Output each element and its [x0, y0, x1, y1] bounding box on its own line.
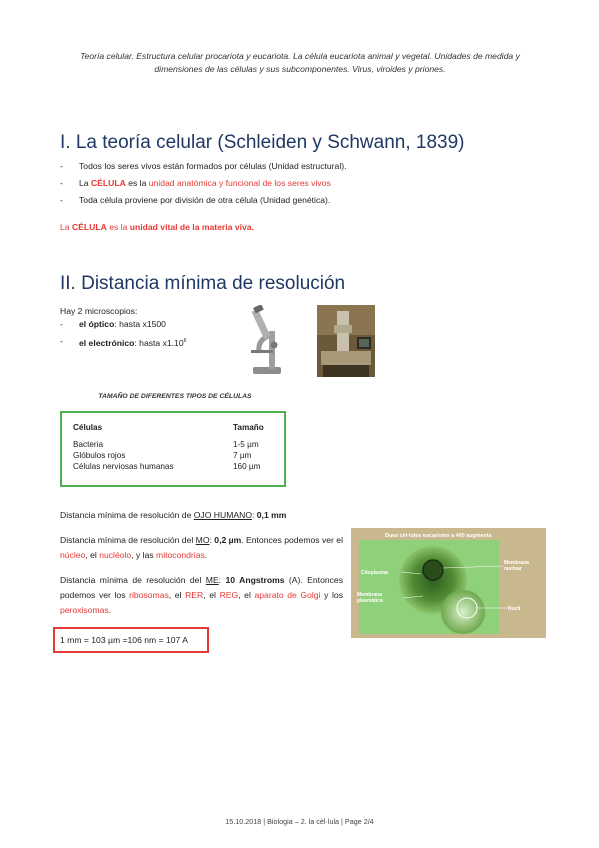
- table-cell: Glóbulos rojos: [73, 451, 126, 460]
- highlight-text: unidad anatómica y funcional de los seres vivos: [148, 178, 331, 188]
- unit-equivalence-box: 1 mm = 103 µm =106 nm = 107 A: [53, 627, 209, 653]
- table-row: [73, 451, 273, 462]
- cell-size-table: [73, 423, 273, 473]
- page-footer: 15.10.2018 | Biologia – 2. la cèl·lula | Page 2/4: [225, 817, 374, 826]
- list-item-text: el óptico: hasta x1500: [79, 319, 166, 329]
- list-item: [60, 333, 186, 352]
- table-row: [73, 440, 273, 451]
- list-item-text: Todos los seres vivos están formados por células (Unidad estructural).: [79, 161, 347, 171]
- highlight-celula: CÉLULA: [90, 178, 126, 188]
- cell-micrograph-image: [351, 528, 546, 638]
- microscope-list: [60, 316, 186, 352]
- human-eye-resolution: Distancia mínima de resolución de OJO HUMANO: 0,1 mm: [60, 510, 287, 520]
- column-header-cells: Células: [73, 423, 103, 432]
- electron-microscope-resolution: Distancia mínima de resolución del ME: 10 Angstroms (A). Entonces podemos ver los ribosomas, el RER, el REG, el aparato de Golgi y los peroxisomas.: [60, 575, 344, 615]
- page-header: Teoría celular. Estructura celular procariota y eucariota. La célula eucariota animal y vegetal. Unidades de medida y dimensiones de las células y sus subcomponentes. Virus, viroides y priones.: [80, 51, 520, 74]
- list-item-text: La CÉLULA es la unidad anatómica y funcional de los seres vivos: [79, 178, 331, 188]
- bullet-dash: -: [60, 178, 63, 188]
- list-item: [60, 158, 346, 175]
- bullet-dash: -: [60, 319, 63, 329]
- list-item: [60, 192, 346, 209]
- optical-microscope-image: [245, 305, 287, 377]
- list-item: [60, 175, 346, 192]
- micrograph-title: Dues cèl·lules eucariotes a 400 augments: [385, 533, 492, 539]
- list-item: [60, 316, 186, 333]
- cell-theory-list: [60, 158, 346, 209]
- bullet-dash: -: [60, 195, 63, 205]
- list-item-text: Toda célula proviene por división de otra célula (Unidad genética).: [79, 195, 331, 205]
- table-cell: 1-5 µm: [233, 440, 259, 449]
- table-header-row: [73, 423, 273, 440]
- vital-unit-statement: La CÉLULA es la unidad vital de la materia viva.: [60, 222, 254, 232]
- bullet-dash: -: [60, 336, 63, 346]
- label-membrana-plasmatica: Membrana plasmàtica: [357, 592, 383, 604]
- cell-size-table-box: [60, 411, 286, 487]
- section-title-cell-theory: I. La teoría celular (Schleiden y Schwann, 1839): [60, 132, 465, 153]
- label-membrana-nuclear: Membrana nuclear: [504, 560, 530, 572]
- column-header-size: Tamaño: [233, 423, 264, 432]
- optical-microscope-resolution: Distancia mínima de resolución del MO: 0,2 µm. Entonces podemos ver el núcleo, el nucléolo, y las mitocondrias.: [60, 535, 343, 560]
- label-nucli: Nucli: [508, 606, 521, 612]
- microscopes-intro: Hay 2 microscopios:: [60, 306, 138, 316]
- label-citoplasma: Citoplasma: [361, 570, 388, 576]
- table-caption: TAMAÑO DE DIFERENTES TIPOS DE CÉLULAS: [98, 393, 252, 400]
- table-row: [73, 462, 273, 473]
- table-cell: Células nerviosas humanas: [73, 462, 174, 471]
- table-cell: 7 µm: [233, 451, 252, 460]
- list-item-text: el electrónico: hasta x1.10$^6$: [79, 337, 187, 348]
- section-title-resolution: II. Distancia mínima de resolución: [60, 273, 346, 294]
- table-cell: 160 µm: [233, 462, 261, 471]
- bullet-dash: -: [60, 161, 63, 171]
- table-cell: Bacteria: [73, 440, 104, 449]
- electron-microscope-image: [317, 305, 375, 377]
